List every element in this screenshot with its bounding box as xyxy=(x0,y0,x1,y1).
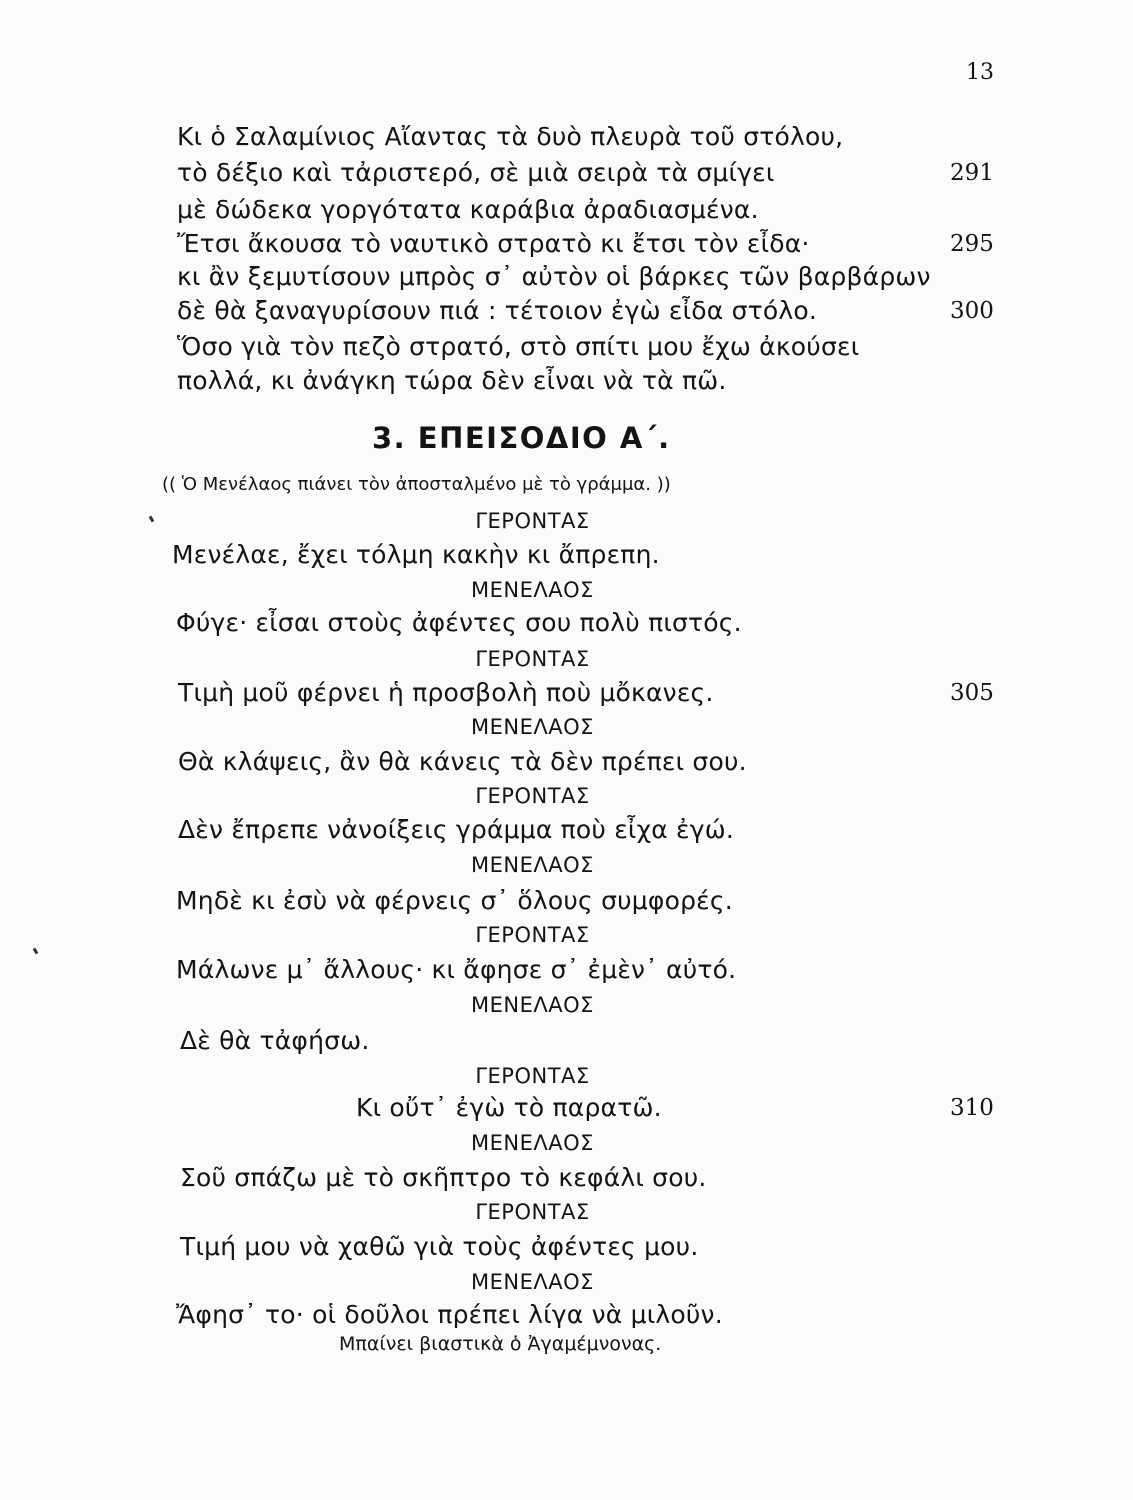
speaker-name: ΓΕΡΟΝΤΑΣ xyxy=(475,509,590,533)
speaker-name: ΓΕΡΟΝΤΑΣ xyxy=(475,784,590,808)
dialogue-line: Δὲν ἔπρεπε νἀνοίξεις γράμμα ποὺ εἶχα ἐγώ. xyxy=(178,815,735,844)
line-number: 305 xyxy=(950,680,994,706)
speaker-name: ΜΕΝΕΛΑΟΣ xyxy=(471,715,594,739)
verse-line: πολλά, κι ἀνάγκη τώρα δὲν εἶναι νὰ τὰ πῶ. xyxy=(177,366,727,395)
dialogue-line: Μάλωνε μ᾿ ἄλλους· κι ἄφησε σ᾿ ἐμὲν᾿ αὐτό. xyxy=(176,955,737,984)
verse-line: δὲ θὰ ξαναγυρίσουν πιά : τέτοιον ἐγὼ εἶδα στόλο. xyxy=(177,296,818,325)
line-number: 295 xyxy=(950,231,994,257)
exit-direction: Μπαίνει βιαστικὰ ὁ Ἀγαμέμνονας. xyxy=(339,1333,662,1355)
stage-direction: (( Ὁ Μενέλαος πιάνει τὸν ἀποσταλμένο μὲ τὸ γράμμα. )) xyxy=(162,474,671,495)
dialogue-line: Θὰ κλάψεις, ἂν θὰ κάνεις τὰ δὲν πρέπει σου. xyxy=(178,747,747,776)
dialogue-line: Δὲ θὰ τἀφήσω. xyxy=(180,1026,370,1055)
dialogue-line: Μενέλαε, ἔχει τόλμη κακὴν κι ἄπρεπη. xyxy=(172,540,660,569)
page-number: 13 xyxy=(966,60,994,85)
speaker-name: ΜΕΝΕΛΑΟΣ xyxy=(471,1270,594,1294)
speaker-name: ΜΕΝΕΛΑΟΣ xyxy=(471,853,594,877)
verse-line: Ἔτσι ἄκουσα τὸ ναυτικὸ στρατὸ κι ἔτσι τὸν εἶδα· xyxy=(177,229,810,258)
verse-line: κι ἂν ξεμυτίσουν μπρὸς σ᾿ αὐτὸν οἱ βάρκες τῶν βαρβάρων xyxy=(177,262,931,291)
verse-line: Κι ὁ Σαλαμίνιος Αἴαντας τὰ δυὸ πλευρὰ τοῦ στόλου, xyxy=(177,122,844,151)
verse-line: τὸ δέξιο καὶ τἀριστερό, σὲ μιὰ σειρὰ τὰ σμίγει xyxy=(177,158,775,187)
speaker-name: ΓΕΡΟΝΤΑΣ xyxy=(475,1064,590,1088)
verse-line: Ὅσο γιὰ τὸν πεζὸ στρατό, στὸ σπίτι μου ἔχω ἀκούσει xyxy=(177,332,860,361)
line-number: 300 xyxy=(950,298,994,324)
line-number: 291 xyxy=(950,160,994,186)
dialogue-line: Ἄφησ᾿ το· οἱ δοῦλοι πρέπει λίγα νὰ μιλοῦν. xyxy=(176,1300,723,1329)
speaker-name: ΜΕΝΕΛΑΟΣ xyxy=(471,993,594,1017)
speaker-name: ΓΕΡΟΝΤΑΣ xyxy=(475,647,590,671)
dialogue-line: Φύγε· εἶσαι στοὺς ἀφέντες σου πολὺ πιστός. xyxy=(176,608,742,637)
dialogue-line: Κι οὔτ᾿ ἐγὼ τὸ παρατῶ. xyxy=(356,1093,662,1122)
section-heading: 3. ΕΠΕΙΣΟΔΙΟ Α΄. xyxy=(372,421,671,455)
line-number: 310 xyxy=(950,1095,994,1121)
dialogue-line: Τιμὴ μοῦ φέρνει ἡ προσβολὴ ποὺ μὄκανες. xyxy=(178,678,714,707)
speaker-name: ΜΕΝΕΛΑΟΣ xyxy=(471,578,594,602)
dialogue-line: Σοῦ σπάζω μὲ τὸ σκῆπτρο τὸ κεφάλι σου. xyxy=(180,1163,707,1192)
speaker-name: ΓΕΡΟΝΤΑΣ xyxy=(475,923,590,947)
speaker-name: ΓΕΡΟΝΤΑΣ xyxy=(475,1200,590,1224)
dialogue-line: Τιμή μου νὰ χαθῶ γιὰ τοὺς ἀφέντες μου. xyxy=(180,1232,699,1261)
verse-line: μὲ δώδεκα γοργότατα καράβια ἀραδιασμένα. xyxy=(177,195,759,224)
dialogue-line: Μηδὲ κι ἐσὺ νὰ φέρνεις σ᾿ ὅλους συμφορές. xyxy=(176,886,733,915)
speaker-name: ΜΕΝΕΛΑΟΣ xyxy=(471,1131,594,1155)
